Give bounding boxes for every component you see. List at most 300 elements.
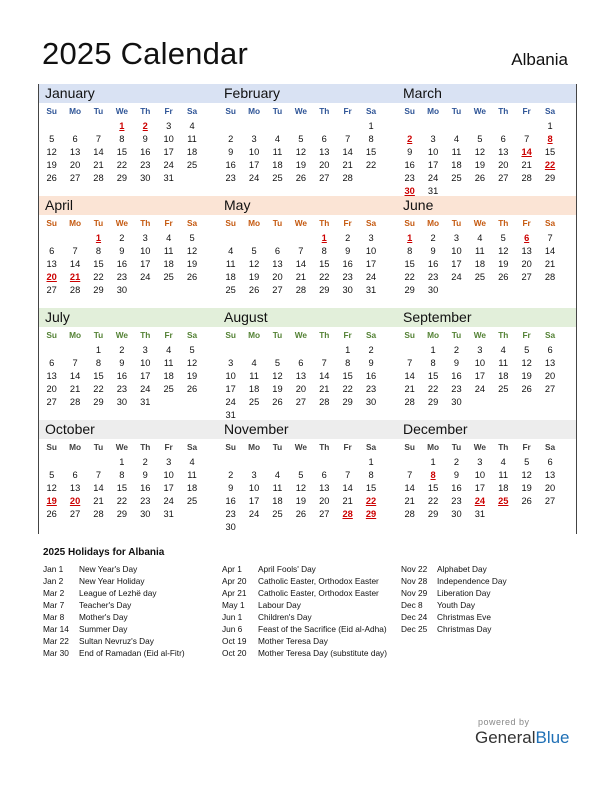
day-cell: 17 (248, 495, 260, 506)
weekday-label: Fr (522, 330, 531, 340)
holiday-item-name: New Year Holiday (79, 576, 145, 586)
weekday-header (39, 439, 218, 455)
day-cell: 10 (474, 469, 486, 480)
day-cell: 9 (228, 482, 234, 493)
holiday-item-name: Alphabet Day (437, 564, 487, 574)
brand-general: General (475, 728, 536, 747)
weekday-label: Sa (365, 106, 377, 116)
holiday-item (43, 563, 213, 575)
holiday-item (43, 587, 213, 599)
day-cell: 16 (365, 370, 377, 381)
day-cell: 28 (342, 172, 353, 183)
day-cell: 19 (521, 370, 532, 381)
day-cell: 30 (451, 508, 462, 519)
day-cell: 5 (500, 232, 506, 243)
day-cell: 21 (521, 159, 532, 170)
month-name: April (39, 196, 218, 215)
day-cell: 27 (544, 495, 556, 506)
day-cell: 27 (544, 383, 556, 394)
weekday-label: Sa (365, 442, 377, 452)
holiday-date: 20 (46, 271, 57, 282)
day-cell: 4 (251, 357, 257, 368)
weekday-label: Th (498, 218, 509, 228)
day-cell: 8 (119, 133, 125, 144)
day-cell: 14 (69, 258, 81, 269)
day-cell: 9 (453, 357, 460, 368)
day-cell: 6 (547, 344, 553, 355)
day-cell: 2 (142, 456, 148, 467)
day-cell: 7 (524, 133, 530, 144)
day-cell: 17 (140, 258, 151, 269)
day-cell: 21 (319, 383, 330, 394)
day-cell: 21 (342, 495, 353, 506)
day-cell: 29 (427, 396, 439, 407)
holiday-item-date: Mar 22 (43, 636, 69, 646)
weekday-label: Th (319, 442, 330, 452)
day-cell: 8 (368, 469, 374, 480)
holidays-column-1 (43, 563, 213, 659)
holiday-item-date: Apr 20 (222, 576, 247, 586)
day-cell: 26 (295, 508, 307, 519)
day-cell: 22 (93, 271, 104, 282)
day-cell: 25 (186, 159, 198, 170)
holiday-item-date: Mar 30 (43, 648, 69, 658)
weekday-label: Th (498, 106, 509, 116)
week-row (40, 119, 218, 132)
week-row (219, 494, 397, 507)
weekday-label: Sa (544, 106, 556, 116)
day-cell: 11 (163, 245, 174, 256)
powered-by-text: powered by (478, 717, 530, 727)
holiday-item-name: Summer Day (79, 624, 128, 634)
week-row (219, 257, 397, 270)
month-days (39, 343, 218, 408)
day-cell: 1 (430, 344, 436, 355)
holiday-date: 2 (142, 120, 148, 131)
day-cell: 30 (451, 396, 462, 407)
weekday-label: Mo (248, 106, 261, 116)
day-cell: 19 (248, 271, 260, 282)
day-cell: 7 (298, 245, 304, 256)
day-cell: 16 (427, 258, 439, 269)
day-cell: 13 (498, 146, 509, 157)
week-row (40, 171, 218, 184)
day-cell: 22 (427, 383, 439, 394)
day-cell: 7 (345, 133, 351, 144)
weekday-header (397, 439, 576, 455)
day-cell: 24 (140, 271, 151, 282)
day-cell: 11 (475, 245, 485, 256)
day-cell: 17 (140, 370, 151, 381)
month-days (39, 231, 218, 296)
holiday-date: 8 (430, 469, 436, 480)
day-cell: 18 (272, 495, 283, 506)
holiday-item (222, 599, 394, 611)
weekday-label: We (294, 218, 308, 228)
day-cell: 29 (93, 284, 104, 295)
weekday-label: Tu (451, 106, 462, 116)
day-cell: 10 (451, 245, 462, 256)
day-cell: 13 (272, 258, 283, 269)
holiday-item-date: Nov 28 (401, 576, 428, 586)
page-title: 2025 Calendar (42, 36, 248, 71)
month-days (218, 119, 397, 184)
week-row (398, 119, 576, 132)
day-cell: 27 (69, 172, 81, 183)
day-cell: 19 (521, 482, 532, 493)
day-cell: 3 (166, 456, 172, 467)
weekday-label: Sa (544, 218, 556, 228)
day-cell: 15 (365, 146, 377, 157)
month-october (39, 420, 218, 532)
holiday-date: 28 (342, 508, 353, 519)
day-cell: 17 (248, 159, 260, 170)
month-days (218, 343, 397, 421)
day-cell: 19 (186, 370, 198, 381)
day-cell: 26 (248, 284, 260, 295)
day-cell: 24 (248, 508, 260, 519)
day-cell: 8 (345, 357, 351, 368)
weekday-label: Fr (343, 218, 352, 228)
weekday-header (218, 327, 397, 343)
day-cell: 6 (298, 357, 304, 368)
week-row (219, 145, 397, 158)
weekday-label: Tu (93, 330, 104, 340)
day-cell: 29 (93, 396, 104, 407)
day-cell: 4 (274, 469, 281, 480)
day-cell: 11 (225, 258, 236, 269)
holiday-item (401, 611, 573, 623)
day-cell: 12 (521, 357, 532, 368)
day-cell: 21 (342, 159, 353, 170)
holiday-item-name: End of Ramadan (Eid al-Fitr) (79, 648, 185, 658)
day-cell: 16 (404, 159, 415, 170)
day-cell: 22 (365, 159, 377, 170)
day-cell: 23 (404, 172, 415, 183)
day-cell: 12 (186, 245, 198, 256)
month-january (39, 84, 218, 196)
day-cell: 5 (189, 344, 195, 355)
weekday-header (39, 215, 218, 231)
day-cell: 18 (163, 258, 174, 269)
week-row (219, 468, 397, 481)
holiday-item-date: Mar 14 (43, 624, 69, 634)
day-cell: 8 (368, 133, 374, 144)
weekday-label: Fr (522, 218, 531, 228)
holiday-item (43, 647, 213, 659)
holiday-item-date: Jun 1 (222, 612, 243, 622)
day-cell: 2 (453, 456, 460, 467)
weekday-label: Su (46, 106, 57, 116)
day-cell: 25 (451, 172, 462, 183)
day-cell: 17 (365, 258, 377, 269)
weekday-label: Tu (93, 442, 104, 452)
day-cell: 20 (544, 482, 556, 493)
week-row (398, 481, 576, 494)
holiday-date: 14 (521, 146, 532, 157)
month-name: February (218, 84, 397, 103)
day-cell: 9 (228, 146, 234, 157)
holiday-item (43, 611, 213, 623)
day-cell: 11 (272, 482, 283, 493)
day-cell: 3 (368, 232, 374, 243)
weekday-label: Mo (427, 106, 440, 116)
day-cell: 28 (69, 284, 81, 295)
holiday-date: 22 (365, 495, 377, 506)
day-cell: 24 (248, 172, 260, 183)
day-cell: 28 (404, 396, 415, 407)
day-cell: 27 (319, 508, 330, 519)
week-row (40, 481, 218, 494)
week-row (219, 356, 397, 369)
day-cell: 4 (500, 344, 506, 355)
week-row (219, 283, 397, 296)
weekday-label: We (115, 218, 129, 228)
month-days (397, 231, 576, 296)
day-cell: 15 (116, 146, 128, 157)
weekday-label: Th (319, 330, 330, 340)
week-row (40, 231, 218, 244)
holiday-item (43, 575, 213, 587)
day-cell: 20 (46, 383, 57, 394)
day-cell: 4 (500, 456, 506, 467)
week-row (219, 158, 397, 171)
day-cell: 4 (477, 232, 483, 243)
day-cell: 14 (544, 245, 556, 256)
day-cell: 13 (319, 482, 330, 493)
day-cell: 30 (140, 508, 151, 519)
day-cell: 4 (453, 133, 460, 144)
day-cell: 15 (365, 482, 377, 493)
day-cell: 8 (321, 245, 327, 256)
week-row (40, 395, 218, 408)
week-row (40, 494, 218, 507)
country-label: Albania (511, 50, 568, 69)
day-cell: 29 (427, 508, 439, 519)
holiday-item (222, 575, 394, 587)
holiday-date: 19 (46, 495, 57, 506)
day-cell: 18 (186, 482, 198, 493)
day-cell: 15 (427, 370, 439, 381)
day-cell: 16 (225, 159, 236, 170)
weekday-label: Sa (365, 218, 377, 228)
day-cell: 6 (274, 245, 281, 256)
day-cell: 10 (225, 370, 236, 381)
day-cell: 28 (93, 508, 104, 519)
holiday-item-name: Youth Day (437, 600, 475, 610)
day-cell: 30 (427, 284, 439, 295)
weekday-header (218, 439, 397, 455)
day-cell: 21 (404, 383, 415, 394)
holiday-item-name: April Fools' Day (258, 564, 316, 574)
day-cell: 14 (404, 482, 415, 493)
day-cell: 10 (140, 357, 151, 368)
day-cell: 1 (345, 344, 351, 355)
day-cell: 4 (166, 232, 172, 243)
day-cell: 28 (69, 396, 81, 407)
month-name: January (39, 84, 218, 103)
week-row (40, 158, 218, 171)
brand-blue: Blue (535, 728, 570, 747)
day-cell: 18 (225, 271, 236, 282)
weekday-header (397, 215, 576, 231)
holiday-date: 1 (95, 232, 102, 243)
week-row (398, 507, 576, 520)
day-cell: 24 (140, 383, 151, 394)
day-cell: 22 (93, 383, 104, 394)
weekday-label: Tu (93, 218, 104, 228)
day-cell: 4 (166, 344, 172, 355)
holiday-item-date: Mar 2 (43, 588, 65, 598)
day-cell: 6 (72, 133, 78, 144)
day-cell: 10 (248, 146, 260, 157)
day-cell: 20 (544, 370, 556, 381)
weekday-label: Su (46, 330, 57, 340)
day-cell: 22 (404, 271, 415, 282)
day-cell: 18 (163, 370, 174, 381)
day-cell: 20 (319, 495, 330, 506)
weekday-label: We (473, 330, 487, 340)
day-cell: 20 (272, 271, 283, 282)
holiday-date: 24 (474, 495, 486, 506)
day-cell: 10 (474, 357, 486, 368)
weekday-label: Mo (248, 330, 261, 340)
month-september (397, 308, 576, 420)
day-cell: 22 (319, 271, 330, 282)
week-row (40, 244, 218, 257)
day-cell: 22 (116, 159, 128, 170)
day-cell: 9 (119, 357, 125, 368)
day-cell: 20 (319, 159, 330, 170)
day-cell: 3 (251, 469, 257, 480)
day-cell: 2 (228, 133, 234, 144)
month-march (397, 84, 576, 196)
week-row (398, 369, 576, 382)
day-cell: 24 (225, 396, 236, 407)
day-cell: 19 (295, 495, 307, 506)
weekday-label: Sa (186, 106, 198, 116)
weekday-label: Mo (427, 330, 440, 340)
week-row (40, 356, 218, 369)
weekday-header (218, 215, 397, 231)
week-row (398, 231, 576, 244)
holiday-item-date: Oct 19 (222, 636, 247, 646)
weekday-header (397, 103, 576, 119)
day-cell: 25 (163, 271, 174, 282)
day-cell: 16 (225, 495, 236, 506)
day-cell: 26 (474, 172, 486, 183)
day-cell: 16 (140, 482, 151, 493)
weekday-label: Fr (164, 442, 173, 452)
day-cell: 1 (119, 456, 125, 467)
day-cell: 24 (474, 383, 486, 394)
day-cell: 30 (116, 396, 128, 407)
day-cell: 6 (500, 133, 506, 144)
holiday-date: 1 (321, 232, 327, 243)
weekday-label: Sa (544, 442, 556, 452)
day-cell: 2 (345, 232, 351, 243)
month-row (39, 84, 576, 196)
week-row (40, 283, 218, 296)
week-row (398, 132, 576, 145)
weekday-label: Tu (451, 330, 462, 340)
month-name: June (397, 196, 576, 215)
day-cell: 8 (407, 245, 413, 256)
weekday-label: Su (404, 218, 415, 228)
day-cell: 26 (521, 495, 532, 506)
day-cell: 17 (225, 383, 236, 394)
day-cell: 5 (477, 133, 483, 144)
day-cell: 22 (342, 383, 353, 394)
day-cell: 27 (319, 172, 330, 183)
day-cell: 25 (163, 383, 174, 394)
month-name: May (218, 196, 397, 215)
holiday-item (401, 575, 573, 587)
day-cell: 31 (225, 409, 236, 420)
weekday-label: Mo (427, 218, 440, 228)
weekday-label: Fr (343, 106, 352, 116)
day-cell: 10 (427, 146, 439, 157)
month-days (218, 231, 397, 296)
day-cell: 3 (142, 344, 148, 355)
week-row (40, 257, 218, 270)
day-cell: 30 (140, 172, 151, 183)
holiday-item-name: Sultan Nevruz's Day (79, 636, 154, 646)
day-cell: 20 (69, 159, 81, 170)
weekday-header (397, 327, 576, 343)
month-days (397, 455, 576, 520)
holiday-item-date: Dec 24 (401, 612, 428, 622)
day-cell: 12 (186, 357, 198, 368)
day-cell: 29 (319, 284, 330, 295)
day-cell: 16 (451, 370, 462, 381)
week-row (398, 171, 576, 184)
weekday-label: Mo (69, 442, 82, 452)
day-cell: 13 (69, 482, 81, 493)
day-cell: 15 (319, 258, 330, 269)
calendar-grid (38, 84, 577, 534)
day-cell: 21 (404, 495, 415, 506)
day-cell: 12 (295, 482, 307, 493)
day-cell: 28 (521, 172, 532, 183)
day-cell: 15 (342, 370, 353, 381)
week-row (219, 132, 397, 145)
day-cell: 13 (521, 245, 532, 256)
day-cell: 9 (430, 245, 436, 256)
day-cell: 17 (451, 258, 462, 269)
generalblue-logo[interactable] (475, 728, 570, 748)
month-august (218, 308, 397, 420)
day-cell: 5 (251, 245, 257, 256)
day-cell: 23 (116, 271, 128, 282)
month-days (397, 343, 576, 408)
week-row (398, 145, 576, 158)
weekday-label: We (294, 106, 308, 116)
day-cell: 9 (142, 133, 148, 144)
day-cell: 9 (368, 357, 374, 368)
week-row (219, 343, 397, 356)
day-cell: 3 (142, 232, 148, 243)
holidays-column-3 (401, 563, 573, 635)
day-cell: 3 (430, 133, 436, 144)
day-cell: 12 (46, 146, 57, 157)
day-cell: 2 (228, 469, 234, 480)
day-cell: 4 (189, 120, 195, 131)
day-cell: 27 (69, 508, 81, 519)
holiday-item-date: May 1 (222, 600, 245, 610)
day-cell: 3 (251, 133, 257, 144)
day-cell: 11 (163, 357, 174, 368)
